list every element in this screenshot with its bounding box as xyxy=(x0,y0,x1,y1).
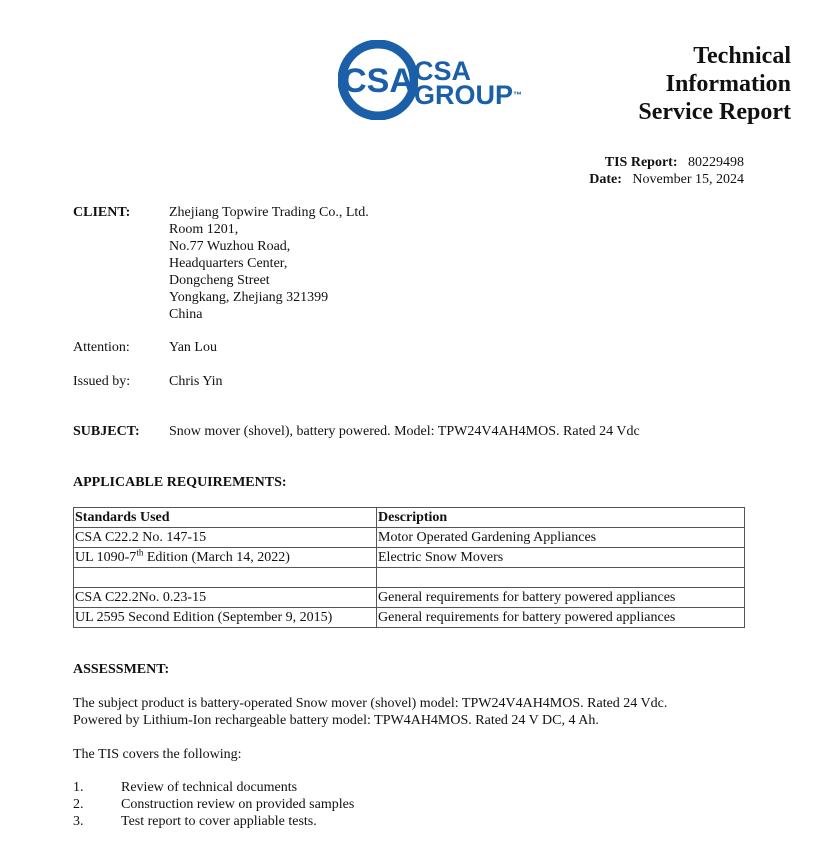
table-row xyxy=(74,528,745,548)
subject-label: SUBJECT: xyxy=(73,424,140,439)
tis-covers-text: The TIS covers the following: xyxy=(73,747,242,762)
standard-cell xyxy=(74,568,377,588)
requirements-table xyxy=(73,507,745,628)
table-header-row xyxy=(74,508,745,528)
logo-group-text: GROUP™ xyxy=(414,80,523,110)
assessment-paragraph: The subject product is battery-operated Snow mover (shovel) model: TPW24V4AH4MOS. Rated 24 Vdc. Powered by Lithium-Ion rechargeable battery model: TPW4AH4MOS. Rated 24 V DC, 4 Ah. xyxy=(73,696,668,728)
description-cell: General requirements for battery powered appliances xyxy=(377,588,745,608)
assessment-list xyxy=(73,779,354,830)
tis-report-number: 80229498 xyxy=(688,155,744,170)
list-item: 3. Test report to cover appliable tests. xyxy=(73,814,317,829)
standard-cell: UL 1090-7th Edition (March 14, 2022) xyxy=(74,548,377,568)
description-cell: Electric Snow Movers xyxy=(377,548,745,568)
list-item: 2. Construction review on provided samples xyxy=(73,797,355,812)
report-meta: TIS Report: 80229498 Date: November 15, 2024 xyxy=(589,155,744,187)
csa-group-logo xyxy=(338,38,538,122)
description-cell: Motor Operated Gardening Appliances xyxy=(377,528,745,548)
description-cell xyxy=(377,568,745,588)
client-label: CLIENT: xyxy=(73,205,131,220)
column-header-standards: Standards Used xyxy=(74,508,377,528)
table-row xyxy=(74,568,745,588)
attention-value: Yan Lou xyxy=(169,340,217,355)
requirements-heading: APPLICABLE REQUIREMENTS: xyxy=(73,475,287,490)
table-row xyxy=(74,608,745,628)
document-title: Technical Information Service Report xyxy=(638,43,791,125)
table-row xyxy=(74,588,745,608)
report-date: November 15, 2024 xyxy=(632,172,744,187)
logo-csa-text: CSA xyxy=(414,56,472,86)
list-item: 1. Review of technical documents xyxy=(73,780,298,795)
table-row xyxy=(74,548,745,568)
svg-text:CSA: CSA xyxy=(342,62,414,100)
attention-label: Attention: xyxy=(73,340,130,355)
assessment-heading: ASSESSMENT: xyxy=(73,662,170,677)
standard-cell: CSA C22.2 No. 147-15 xyxy=(74,528,377,548)
csa-seal-icon xyxy=(338,40,418,120)
issued-by-value: Chris Yin xyxy=(169,374,223,389)
standard-cell: CSA C22.2No. 0.23-15 xyxy=(74,588,377,608)
subject-value: Snow mover (shovel), battery powered. Model: TPW24V4AH4MOS. Rated 24 Vdc xyxy=(169,424,640,439)
issued-by-label: Issued by: xyxy=(73,374,131,389)
description-cell: General requirements for battery powered appliances xyxy=(377,608,745,628)
column-header-description: Description xyxy=(377,508,745,528)
standard-cell: UL 2595 Second Edition (September 9, 2015) xyxy=(74,608,377,628)
client-address: Zhejiang Topwire Trading Co., Ltd. Room 1201, No.77 Wuzhou Road, Headquarters Center, Dongcheng Street Yongkang, Zhejiang 321399 China xyxy=(169,205,369,322)
